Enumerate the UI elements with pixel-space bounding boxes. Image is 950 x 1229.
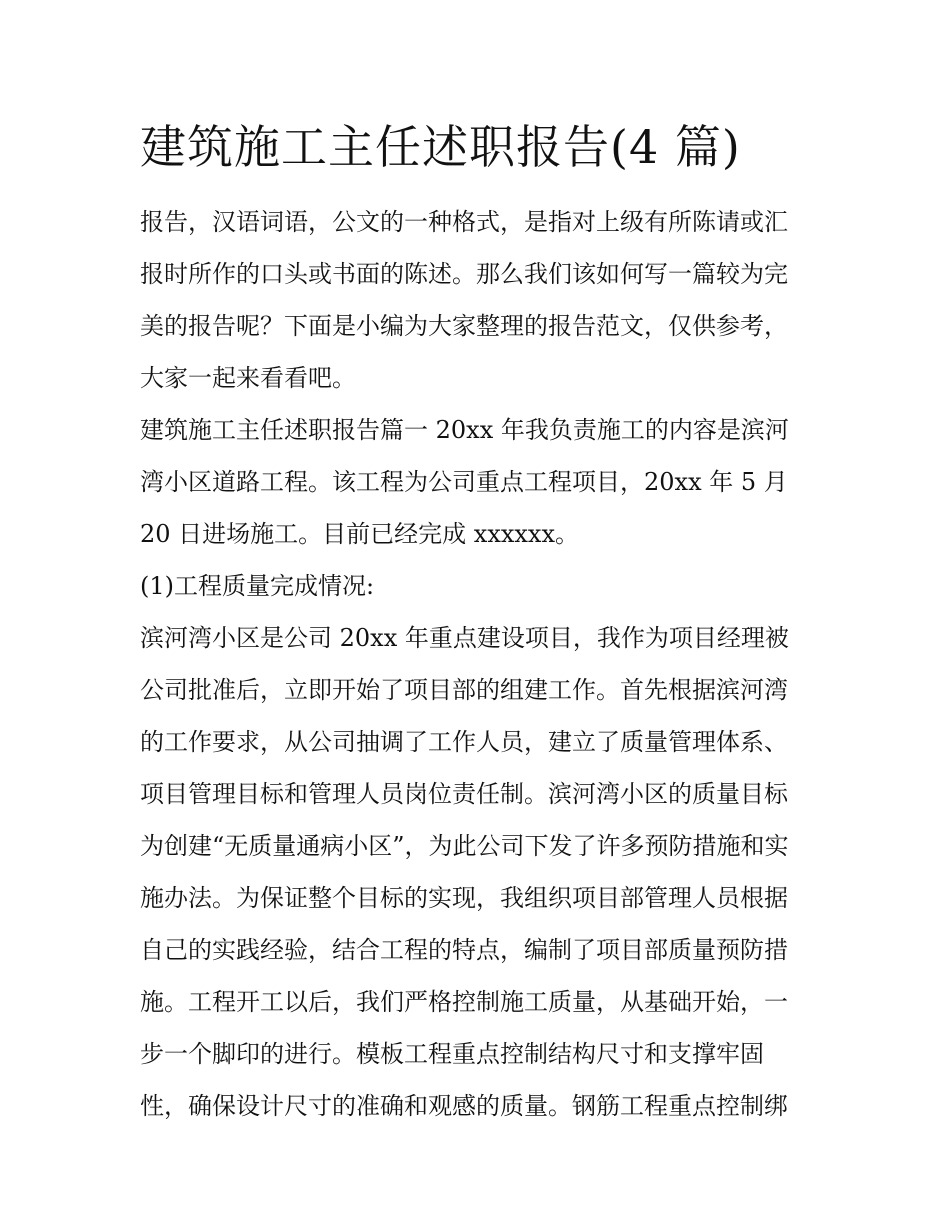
body-line: 施。工程开工以后，我们严格控制施工质量，从基础开始，一	[140, 988, 788, 1016]
body-line: 湾小区道路工程。该工程为公司重点工程项目，20xx 年 5 月	[140, 468, 788, 496]
body-line: 自己的实践经验，结合工程的特点，编制了项目部质量预防措	[140, 936, 788, 964]
body-line: 建筑施工主任述职报告篇一 20xx 年我负责施工的内容是滨河	[140, 416, 789, 444]
body-line: 报告，汉语词语，公文的一种格式，是指对上级有所陈请或汇	[140, 208, 788, 236]
document-body	[140, 196, 820, 1132]
body-line: 性，确保设计尺寸的准确和观感的质量。钢筋工程重点控制绑	[140, 1092, 788, 1120]
body-line: 公司批准后，立即开始了项目部的组建工作。首先根据滨河湾	[140, 676, 788, 704]
document-title: 建筑施工主任述职报告(4 篇)	[140, 120, 741, 174]
body-line: 步一个脚印的进行。模板工程重点控制结构尺寸和支撑牢固	[140, 1040, 764, 1068]
body-line: 施办法。为保证整个目标的实现，我组织项目部管理人员根据	[140, 884, 788, 912]
body-line: 项目管理目标和管理人员岗位责任制。滨河湾小区的质量目标	[140, 780, 788, 808]
body-line: 报时所作的口头或书面的陈述。那么我们该如何写一篇较为完	[140, 260, 788, 288]
body-line: 大家一起来看看吧。	[140, 364, 356, 392]
body-line: 为创建“无质量通病小区”，为此公司下发了许多预防措施和实	[140, 832, 789, 860]
body-line: (1)工程质量完成情况:	[140, 572, 375, 600]
body-line: 的工作要求，从公司抽调了工作人员，建立了质量管理体系、	[140, 728, 788, 756]
body-line: 滨河湾小区是公司 20xx 年重点建设项目，我作为项目经理被	[140, 624, 789, 652]
body-line: 美的报告呢？下面是小编为大家整理的报告范文，仅供参考，	[140, 312, 788, 340]
body-line: 20 日进场施工。目前已经完成 xxxxxx。	[140, 520, 580, 548]
